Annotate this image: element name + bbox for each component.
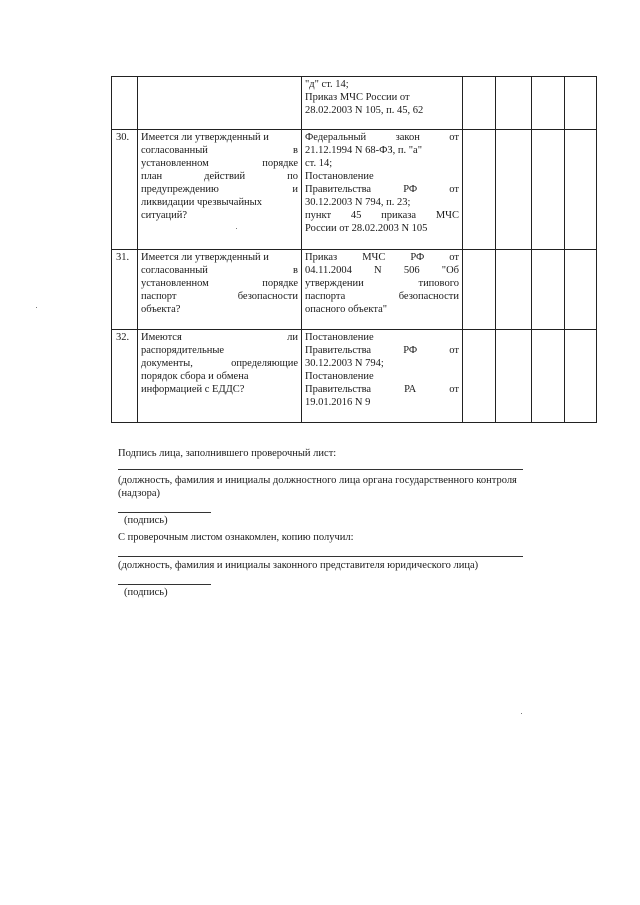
reference-line: 28.02.2003 N 105, п. 45, 62 (305, 105, 424, 116)
answer-na-cell[interactable] (532, 77, 565, 130)
row-number: 31. (112, 250, 138, 330)
reference-text: Приказ МЧС России от (305, 92, 410, 103)
row-reference (302, 250, 463, 330)
answer-na-cell[interactable] (532, 130, 565, 250)
signature-line[interactable] (118, 512, 211, 513)
question-line: объекта? (141, 304, 181, 315)
question-line: ситуаций? (141, 210, 188, 221)
comment-cell[interactable] (565, 330, 597, 423)
reference-line: "д" ст. 14; (305, 79, 349, 90)
answer-yes-cell[interactable] (463, 77, 496, 130)
question-line: предупреждению и (141, 184, 298, 195)
official-note-continued: (надзора) (118, 488, 160, 499)
row-reference (302, 130, 463, 250)
checklist-table (111, 76, 597, 423)
row-question (138, 250, 302, 330)
answer-yes-cell[interactable] (463, 330, 496, 423)
table-row (112, 130, 597, 250)
row-reference (302, 330, 463, 423)
reference-line: 30.12.2003 N 794; (305, 358, 384, 369)
question-line: порядок сбора и обмена (141, 371, 249, 382)
signature-note: (подпись) (124, 587, 168, 598)
signature-note: (подпись) (124, 515, 168, 526)
table-row (112, 330, 597, 423)
row-question (138, 330, 302, 423)
reference-line: 30.12.2003 N 794, п. 23; (305, 197, 411, 208)
comment-cell[interactable] (565, 130, 597, 250)
reference-line: утверждении типового (305, 278, 459, 289)
reference-line: паспорта безопасности (305, 291, 459, 302)
row-number (112, 77, 138, 130)
reference-line (305, 91, 459, 104)
reference-line: 19.01.2016 N 9 (305, 397, 371, 408)
row-question (138, 77, 302, 130)
reference-line: опасного объекта" (305, 304, 388, 315)
representative-note: (должность, фамилия и инициалы законного представителя юридического лица) (118, 560, 479, 571)
question-line: согласованный в (141, 145, 298, 156)
reference-line: 21.12.1994 N 68-ФЗ, п. "а" (305, 145, 422, 156)
reference-line: Правительства РФ от (305, 345, 459, 356)
question-line: документы, определяющие (141, 358, 298, 369)
answer-no-cell[interactable] (496, 130, 532, 250)
row-number: 32. (112, 330, 138, 423)
acquainted-caption: С проверочным листом ознакомлен, копию получил: (118, 532, 354, 543)
reference-line: Федеральный закон от (305, 132, 459, 143)
official-note: (должность, фамилия и инициалы должностного лица органа государственного контроля (118, 475, 517, 486)
question-line: паспорт безопасности (141, 291, 298, 302)
question-line: согласованный в (141, 265, 298, 276)
reference-line: Постановление (305, 371, 374, 382)
reference-line: Приказ МЧС РФ от (305, 252, 459, 263)
row-reference (302, 77, 463, 130)
question-line: установленном порядке (141, 158, 298, 169)
scan-speck (36, 307, 37, 308)
table-row (112, 77, 597, 130)
question-line: Имеется ли утвержденный и (141, 252, 269, 263)
signature-line[interactable] (118, 584, 211, 585)
answer-yes-cell[interactable] (463, 130, 496, 250)
scan-speck (521, 713, 522, 714)
reference-line: Правительства РА от (305, 384, 459, 395)
question-line: Имеются ли (141, 332, 298, 343)
reference-line: Постановление (305, 332, 374, 343)
filler-caption: Подпись лица, заполнившего проверочный лист: (118, 448, 337, 459)
reference-line: ст. 14; (305, 158, 333, 169)
answer-na-cell[interactable] (532, 250, 565, 330)
official-signature-line[interactable] (118, 469, 523, 470)
answer-na-cell[interactable] (532, 330, 565, 423)
reference-line: Постановление (305, 171, 374, 182)
question-line: распорядительные (141, 345, 225, 356)
representative-signature-line[interactable] (118, 556, 523, 557)
question-line: Имеется ли утвержденный и (141, 132, 269, 143)
question-line: план действий по (141, 171, 298, 182)
answer-no-cell[interactable] (496, 250, 532, 330)
answer-no-cell[interactable] (496, 330, 532, 423)
reference-line: пункт 45 приказа МЧС (305, 210, 459, 221)
comment-cell[interactable] (565, 77, 597, 130)
row-number: 30. (112, 130, 138, 250)
comment-cell[interactable] (565, 250, 597, 330)
scan-speck (236, 228, 237, 229)
question-line: информацией с ЕДДС? (141, 384, 245, 395)
reference-line: Правительства РФ от (305, 184, 459, 195)
reference-line: России от 28.02.2003 N 105 (305, 223, 428, 234)
table-row (112, 250, 597, 330)
answer-yes-cell[interactable] (463, 250, 496, 330)
question-line: установленном порядке (141, 278, 298, 289)
reference-line: 04.11.2004 N 506 "Об (305, 265, 459, 276)
answer-no-cell[interactable] (496, 77, 532, 130)
row-question (138, 130, 302, 250)
question-line: ликвидации чрезвычайных (141, 197, 262, 208)
